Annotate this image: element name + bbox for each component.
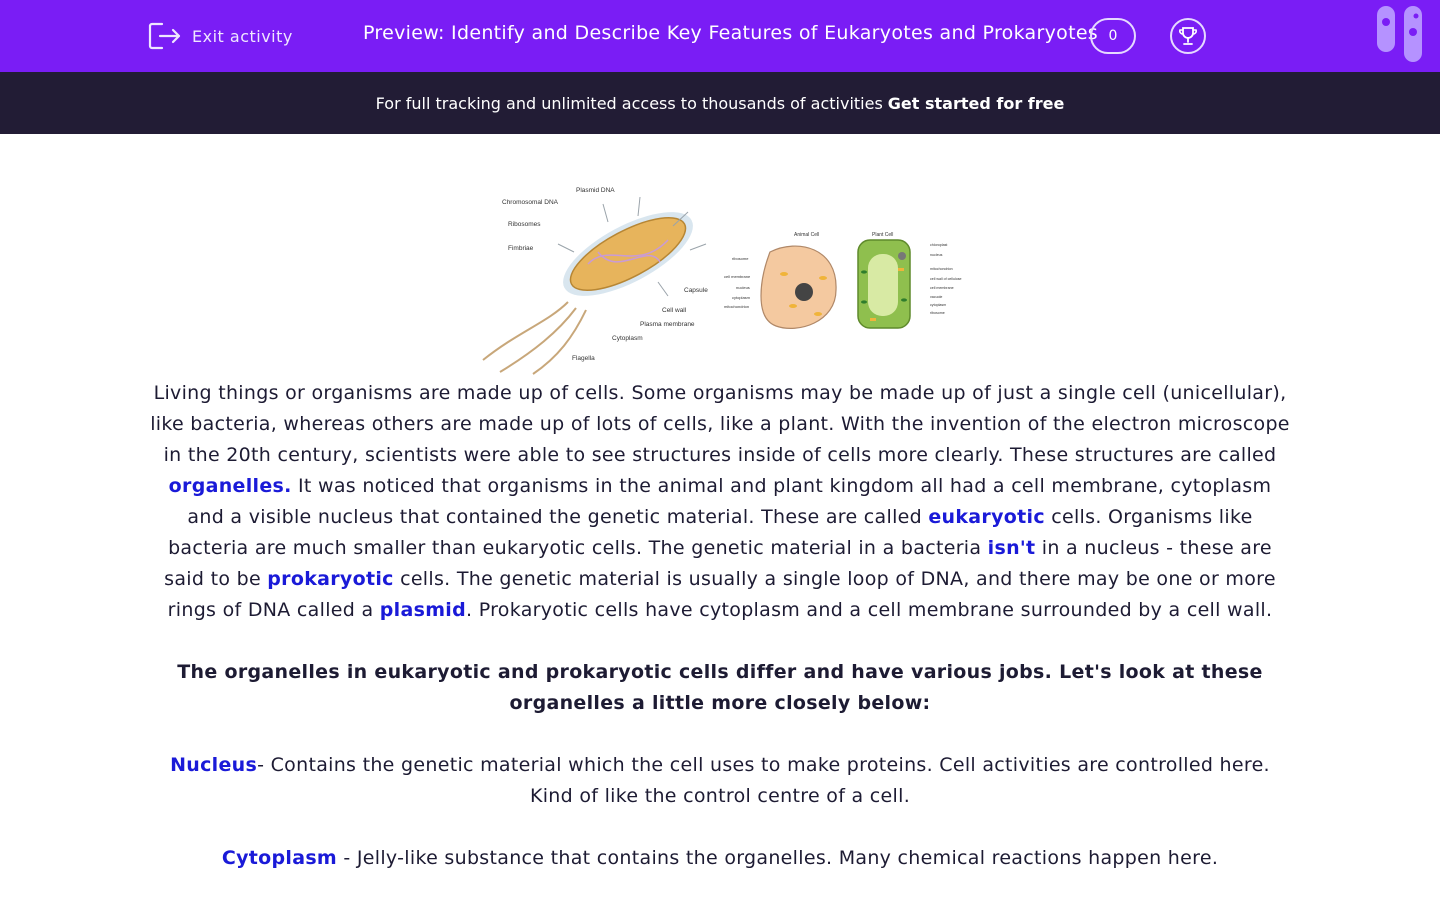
label-plasmid-dna: Plasmid DNA <box>576 187 615 194</box>
nucleus-description: - Contains the genetic material which the cell uses to make proteins. Cell activities are controlled here. Kind of like the control centre of a cell. <box>257 754 1270 807</box>
label-animal-mitochondrion: mitochondrion <box>724 304 750 309</box>
keyword-eukaryotic: eukaryotic <box>928 506 1045 528</box>
plant-cell-title: Plant Cell <box>872 232 894 238</box>
label-animal-cytoplasm: cytoplasm <box>732 295 751 300</box>
exit-icon <box>148 21 182 51</box>
trophy-button[interactable] <box>1170 18 1206 54</box>
cell-diagram-image <box>478 182 972 376</box>
term-cytoplasm: Cytoplasm <box>221 847 338 869</box>
keyword-prokaryotic: prokaryotic <box>267 568 394 590</box>
test-tubes-decoration-icon <box>1372 4 1432 64</box>
plant-cell-illustration <box>858 232 962 328</box>
label-cytoplasm: Cytoplasm <box>612 335 643 342</box>
keyword-organelles: organelles. <box>168 475 292 497</box>
intro-text-1: Living things or organisms are made up of cells. Some organisms may be made up of just a single cell (unicellular), like bacteria, whereas others are made up of lots of cells, like a plant. With the invention of the electron microscope in the 20th century, scientists were able to see structures inside of cells more clearly. These structures are called <box>150 382 1290 466</box>
trophy-icon <box>1177 25 1199 47</box>
label-plant-cytoplasm: cytoplasm <box>930 303 947 307</box>
label-chromosomal-dna: Chromosomal DNA <box>502 199 558 206</box>
intro-text-5: cells. The genetic material is usually a single loop of DNA, and there may be one or more rings of DNA called a <box>167 568 1276 621</box>
exit-activity-label: Exit activity <box>192 26 293 46</box>
exit-activity-button[interactable] <box>148 20 293 52</box>
label-plasma-membrane: Plasma membrane <box>640 321 695 328</box>
access-banner <box>0 72 1440 134</box>
label-plant-nucleus: nucleus <box>930 253 943 257</box>
label-cell-wall: Cell wall <box>662 307 687 314</box>
label-flagella: Flagella <box>572 355 595 362</box>
label-capsule: Capsule <box>684 287 708 294</box>
label-animal-nucleus: nucleus <box>736 285 750 290</box>
intro-text-2: It was noticed that organisms in the animal and plant kingdom all had a cell membrane, cytoplasm and a visible nucleus that contained the genetic material. These are called <box>187 475 1272 528</box>
animal-cell-title: Animal Cell <box>794 232 820 238</box>
banner-text: For full tracking and unlimited access to thousands of activities <box>375 93 883 113</box>
keyword-isnt: isn't <box>987 537 1036 559</box>
label-plant-ribosome: ribosome <box>930 311 945 315</box>
cytoplasm-description: - Jelly-like substance that contains the organelles. Many chemical reactions happen here. <box>337 847 1219 869</box>
cytoplasm-paragraph <box>150 843 1290 874</box>
bacteria-illustration <box>483 187 708 374</box>
label-fimbriae: Fimbriae <box>508 245 534 252</box>
intro-paragraph <box>150 378 1290 626</box>
intro-text-3: cells. Organisms like bacteria are much smaller than eukaryotic cells. The genetic material in a bacteria <box>168 506 1253 559</box>
label-plant-vacuole: vacuole <box>930 295 943 299</box>
term-nucleus: Nucleus <box>170 754 258 776</box>
top-header <box>0 0 1440 72</box>
score-badge: 0 <box>1090 18 1136 54</box>
intro-text-6: . Prokaryotic cells have cytoplasm and a cell membrane surrounded by a cell wall. <box>466 599 1273 621</box>
label-plant-cell-membrane: cell membrane <box>930 286 954 290</box>
label-plant-cell-wall: cell wall of cellulose <box>930 277 962 281</box>
label-plant-chloroplast: chloroplast <box>930 243 948 247</box>
get-started-link[interactable]: Get started for free <box>887 93 1065 113</box>
activity-title: Preview: Identify and Describe Key Features of Eukaryotes and Prokaryotes <box>363 22 1099 44</box>
organelles-intro-heading: The organelles in eukaryotic and prokaryotic cells differ and have various jobs. Let's look at these organelles a little more closely below: <box>177 661 1263 714</box>
label-animal-cell-membrane: cell membrane <box>724 274 751 279</box>
label-animal-ribosome: ribosome <box>732 256 749 261</box>
nucleus-paragraph <box>150 750 1290 812</box>
label-ribosomes: Ribosomes <box>508 221 541 228</box>
animal-cell-illustration <box>724 232 836 328</box>
label-plant-mitochondrion: mitochondrion <box>930 267 953 271</box>
keyword-plasmid: plasmid <box>379 599 467 621</box>
intro-text-4: in a nucleus - these are said to be <box>164 537 1272 590</box>
lesson-content <box>150 378 1290 905</box>
